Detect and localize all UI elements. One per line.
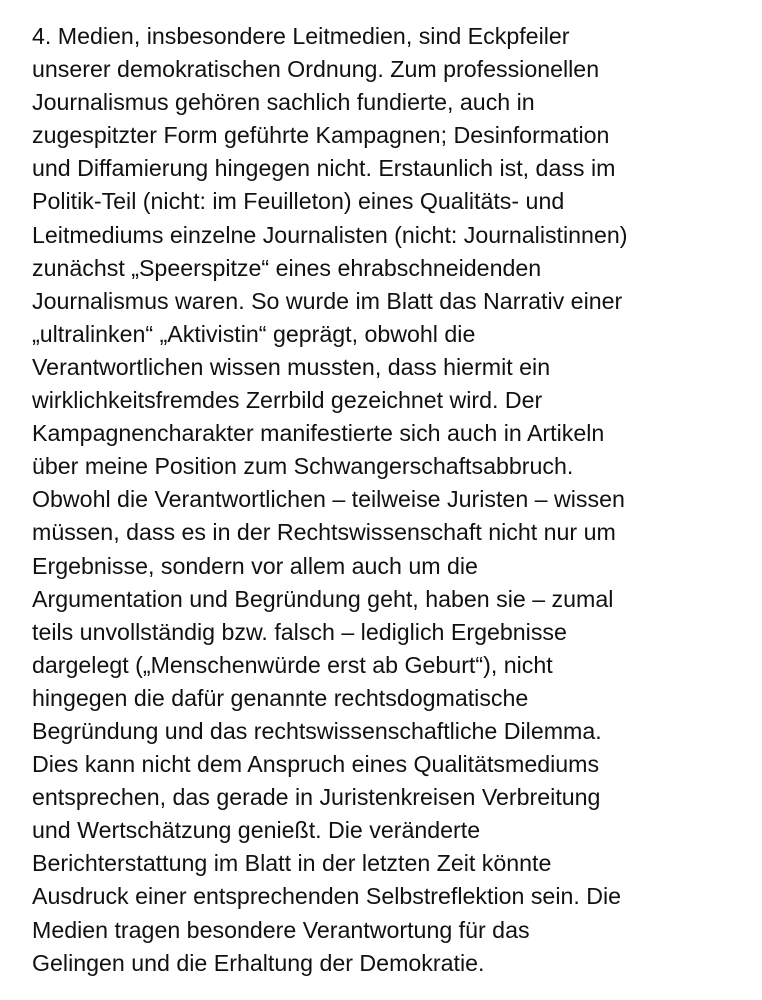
paragraph-line: dargelegt („Menschenwürde erst ab Geburt“), nicht <box>32 651 553 678</box>
paragraph-line: Ausdruck einer entsprechenden Selbstreflektion sein. Die <box>32 883 622 910</box>
paragraph-line: Politik-Teil (nicht: im Feuilleton) eines Qualitäts- und <box>32 188 565 215</box>
paragraph-line: Medien tragen besondere Verantwortung für das <box>32 916 530 943</box>
paragraph-line: und Diffamierung hingegen nicht. Erstaunlich ist, dass im <box>32 155 616 182</box>
paragraph-line: Verantwortlichen wissen mussten, dass hiermit ein <box>32 353 551 380</box>
paragraph-line: Argumentation und Begründung geht, haben sie – zumal <box>32 585 614 612</box>
paragraph-line: müssen, dass es in der Rechtswissenschaft nicht nur um <box>32 519 616 546</box>
paragraph-line: 4. Medien, insbesondere Leitmedien, sind Eckpfeiler <box>32 23 570 49</box>
paragraph-line: wirklichkeitsfremdes Zerrbild gezeichnet wird. Der <box>32 387 543 414</box>
paragraph-line: Kampagnencharakter manifestierte sich auch in Artikeln <box>32 420 605 447</box>
paragraph-line: Journalismus waren. So wurde im Blatt das Narrativ einer <box>32 287 623 314</box>
paragraph-line: über meine Position zum Schwangerschaftsabbruch. <box>32 453 574 480</box>
statement-paragraph <box>32 20 752 980</box>
paragraph-line: „ultralinken“ „Aktivistin“ geprägt, obwohl die <box>32 320 476 347</box>
paragraph-line: Berichterstattung im Blatt in der letzten Zeit könnte <box>32 850 552 877</box>
paragraph-line: Gelingen und die Erhaltung der Demokratie. <box>32 949 485 976</box>
paragraph-line: Dies kann nicht dem Anspruch eines Qualitätsmediums <box>32 751 600 778</box>
paragraph-line: Leitmediums einzelne Journalisten (nicht: Journalistinnen) <box>32 221 628 248</box>
paragraph-line: Begründung und das rechtswissenschaftliche Dilemma. <box>32 717 602 744</box>
paragraph-line: zunächst „Speerspitze“ eines ehrabschneidenden <box>32 254 542 281</box>
paragraph-line: Ergebnisse, sondern vor allem auch um die <box>32 552 478 579</box>
paragraph-line: Journalismus gehören sachlich fundierte, auch in <box>32 89 535 116</box>
paragraph-line: teils unvollständig bzw. falsch – lediglich Ergebnisse <box>32 618 567 645</box>
paragraph-line: und Wertschätzung genießt. Die veränderte <box>32 817 481 844</box>
paragraph-line: unserer demokratischen Ordnung. Zum professionellen <box>32 56 600 83</box>
paragraph-line: Obwohl die Verantwortlichen – teilweise Juristen – wissen <box>32 486 625 513</box>
paragraph-line: hingegen die dafür genannte rechtsdogmatische <box>32 684 529 711</box>
paragraph-line: entsprechen, das gerade in Juristenkreisen Verbreitung <box>32 784 601 811</box>
paragraph-line: zugespitzter Form geführte Kampagnen; Desinformation <box>32 122 610 149</box>
